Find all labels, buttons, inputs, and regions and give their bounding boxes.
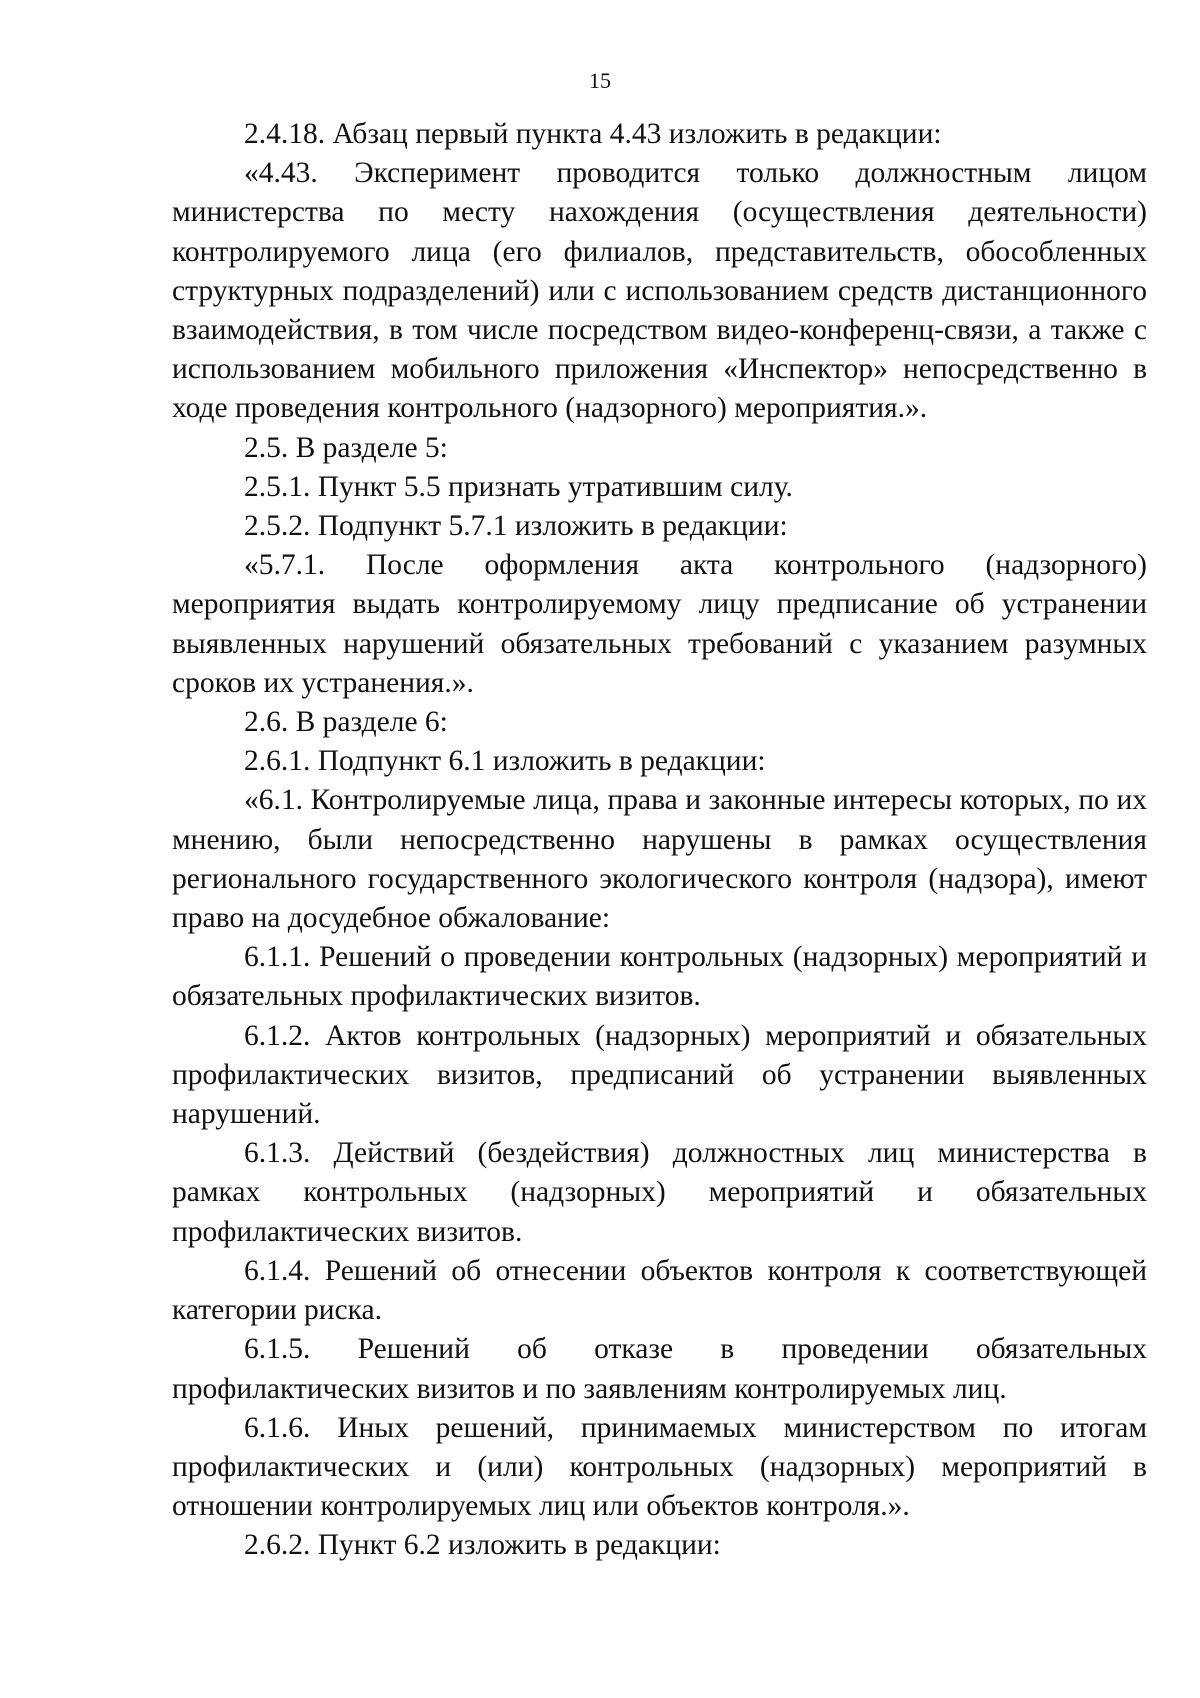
paragraph-2-5: 2.5. В разделе 5: xyxy=(244,431,448,464)
paragraph-2-6-1: 2.6.1. Подпункт 6.1 изложить в редакции: xyxy=(244,745,766,778)
paragraph-6-1-1: 6.1.1. Решений о проведении контрольных (надзорных) мероприятий и обязательных профилактических визитов. xyxy=(172,941,1147,1013)
paragraph-6-1-2: 6.1.2. Актов контрольных (надзорных) мероприятий и обязательных профилактических визитов, предписаний об устранении выявленных нарушений. xyxy=(172,1019,1147,1131)
paragraph-2-6: 2.6. В разделе 6: xyxy=(244,706,448,739)
paragraph-5-7-1-text: «5.7.1. После оформления акта контрольного (надзорного) мероприятия выдать контролируемому лицу предписание об устранении выявленных нарушений обязательных требований с указанием разумных сроков их устранения.». xyxy=(172,549,1147,699)
paragraph-6-1-6: 6.1.6. Иных решений, принимаемых министерством по итогам профилактических и (или) контрольных (надзорных) мероприятий в отношении контролируемых лиц или объектов контроля.». xyxy=(172,1411,1147,1523)
page-number: 15 xyxy=(589,68,611,93)
paragraph-6-1-5: 6.1.5. Решений об отказе в проведении обязательных профилактических визитов и по заявлениям контролируемых лиц. xyxy=(172,1333,1147,1405)
paragraph-2-5-2: 2.5.2. Подпункт 5.7.1 изложить в редакции: xyxy=(244,510,788,543)
paragraph-6-1-3: 6.1.3. Действий (бездействия) должностных лиц министерства в рамках контрольных (надзорных) мероприятий и обязательных профилактических визитов. xyxy=(172,1137,1147,1248)
paragraph-4-43-text: «4.43. Эксперимент проводится только должностным лицом министерства по месту нахождения (осуществления деятельности) контролируемого лица (его филиалов, представительств, обособленных структурных подразделений) или с использованием средств дистанционного взаимодействия, в том числе посредством видео-конференц-связи, а также с использованием мобильного приложения «Инспектор» непосредственно в ходе проведения контрольного (надзорного) мероприятия.». xyxy=(172,157,1147,425)
paragraph-6-1-text: «6.1. Контролируемые лица, права и законные интересы которых, по их мнению, были непосредственно нарушены в рамках осуществления регионального государственного экологического контроля (надзора), имеют право на досудебное обжалование: xyxy=(172,784,1147,935)
paragraph-2-5-1: 2.5.1. Пункт 5.5 признать утратившим силу. xyxy=(244,470,793,503)
paragraph-2-4-18: 2.4.18. Абзац первый пункта 4.43 изложить в редакции: xyxy=(244,118,942,150)
paragraph-6-1-4: 6.1.4. Решений об отнесении объектов контроля к соответствующей категории риска. xyxy=(172,1254,1147,1327)
paragraph-2-6-2: 2.6.2. Пункт 6.2 изложить в редакции: xyxy=(244,1529,721,1562)
document-body xyxy=(172,115,1147,1566)
